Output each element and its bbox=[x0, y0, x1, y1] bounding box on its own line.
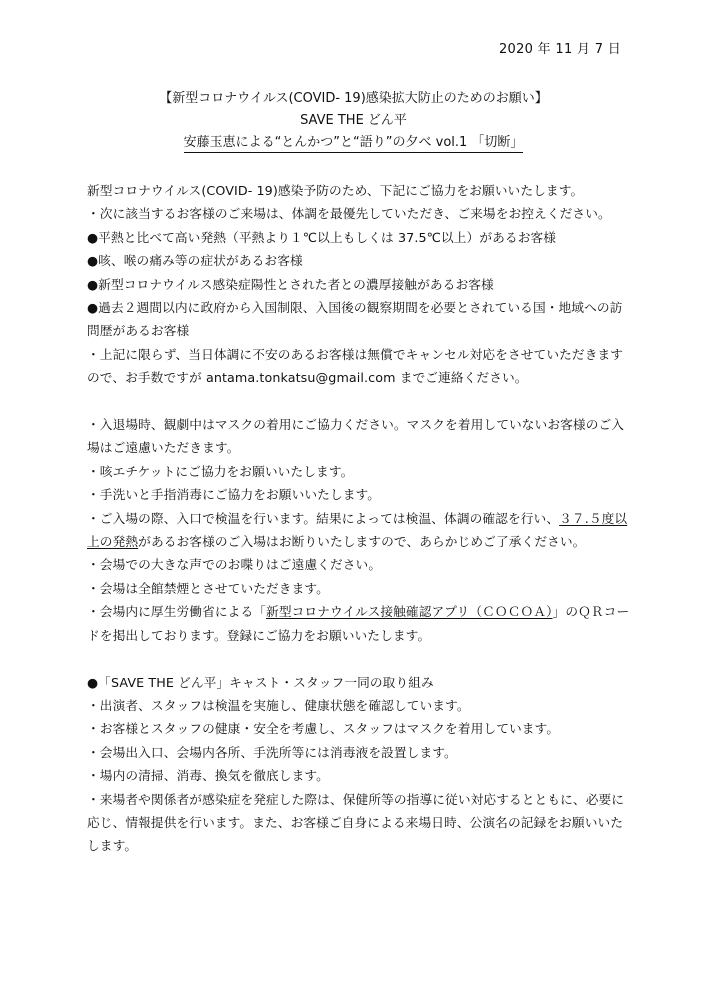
cocoa-text: ・会場内に厚生労働省による「 bbox=[87, 604, 267, 620]
temperature-text-end: があるお客様のご入場はお断りいたしますので、あらかじめご了承ください。 bbox=[138, 534, 586, 550]
measure-item: ・会場出入口、会場内各所、手洗所等には消毒液を設置します。 bbox=[87, 744, 457, 760]
measures-heading: ●「SAVE THE どん平」キャスト・スタッフ一同の取り組み bbox=[87, 674, 434, 690]
measure-item: ・来場者や関係者が感染症を発症した際は、保健所等の指導に従い対応するとともに、必要に応じ、情報提供を行います。また、お客様ご自身による来場日時、公演名の記録をお願いいたします。 bbox=[87, 791, 625, 854]
request-hands: ・手洗いと手指消毒にご協力をお願いいたします。 bbox=[87, 487, 381, 503]
temperature-text: ・ご入場の際、入口で検温を行います。結果によっては検温、体調の確認を行い、 bbox=[87, 510, 560, 526]
contact-email-link[interactable]: antama.tonkatsu@gmail.com bbox=[205, 370, 396, 386]
measure-item: ・場内の清掃、消毒、換気を徹底します。 bbox=[87, 768, 329, 784]
cocoa-text-end: 」のＱＲコードを掲出しております。登録にご協力をお願いいたします。 bbox=[87, 604, 630, 643]
request-cough: ・咳エチケットにご協力をお願いいたします。 bbox=[87, 463, 354, 479]
header-title: 【新型コロナウイルス(COVID- 19)感染拡大防止のためのお願い】 bbox=[159, 91, 548, 106]
condition-item: ●平熱と比べて高い発熱（平熱より１℃以上もしくは 37.5℃以上）があるお客様 bbox=[87, 229, 557, 245]
condition-item: ●新型コロナウイルス感染症陽性とされた者との濃厚接触があるお客様 bbox=[87, 276, 494, 292]
visitor-notice: ・次に該当するお客様のご来場は、体調を最優先していただき、ご来場をお控えください。 bbox=[87, 206, 611, 222]
request-smoking: ・会場は全館禁煙とさせていただきます。 bbox=[87, 580, 329, 596]
cancel-text: ・上記に限らず、当日体調に不安のあるお客様は無償でキャンセル対応をさせていただきますので、お手数ですが bbox=[87, 346, 624, 386]
spacer bbox=[87, 647, 635, 670]
cancel-notice bbox=[87, 343, 635, 390]
measure-item: ・お客様とスタッフの健康・安全を考慮し、スタッフはマスクを着用しています。 bbox=[87, 721, 560, 737]
cocoa-app-name: 新型コロナウイルス接触確認アプリ（ＣＯＣＯＡ） bbox=[266, 604, 553, 620]
request-cocoa bbox=[87, 600, 635, 647]
request-temperature bbox=[87, 507, 635, 554]
request-mask: ・入退場時、観劇中はマスクの着用にご協力ください。マスクを着用していないお客様のご入場はご遠慮いただきます。 bbox=[87, 417, 625, 456]
cancel-text-end: までご連絡ください。 bbox=[395, 370, 528, 386]
document-body bbox=[87, 179, 635, 858]
condition-item: ●咳、喉の痛み等の症状があるお客様 bbox=[87, 253, 303, 269]
spacer bbox=[87, 390, 635, 413]
temperature-threshold: ３７.５度以上の発熱 bbox=[87, 510, 628, 550]
condition-item: ●過去２週間以内に政府から入国制限、入国後の観察期間を必要とされている国・地域への訪問歴があるお客様 bbox=[87, 300, 623, 339]
request-voice: ・会場での大きな声でのお喋りはご遠慮ください。 bbox=[87, 557, 382, 573]
document-date: 2020 年 11 月 7 日 bbox=[498, 42, 621, 57]
intro-text: 新型コロナウイルス(COVID- 19)感染予防のため、下記にご協力をお願いいたします。 bbox=[87, 183, 584, 198]
measure-item: ・出演者、スタッフは検温を実施し、健康状態を確認しています。 bbox=[87, 697, 470, 713]
header-subtitle: 安藤玉恵による“とんかつ”と“語り”の夕べ vol.1 「切断」 bbox=[184, 134, 524, 153]
document-header bbox=[0, 88, 707, 154]
header-event-name: SAVE THE どん平 bbox=[300, 113, 407, 128]
